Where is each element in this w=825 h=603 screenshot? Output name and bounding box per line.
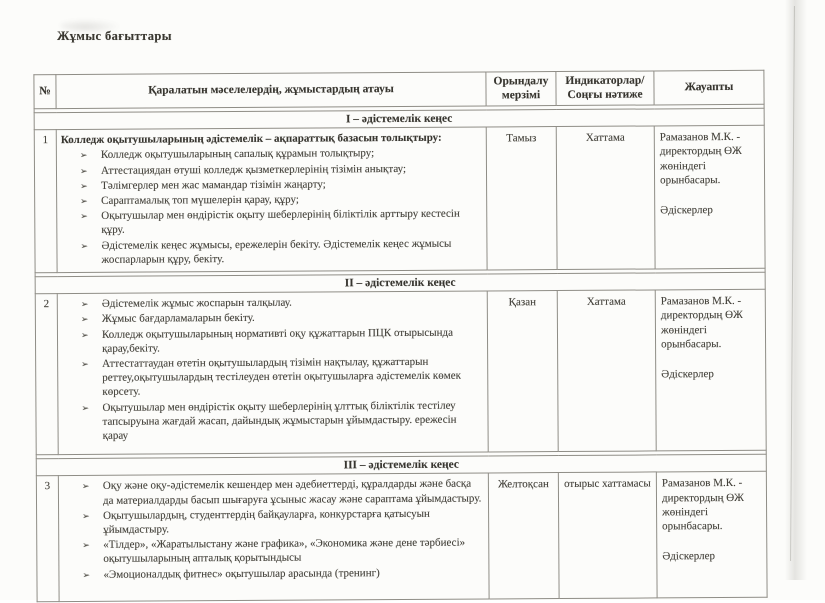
row-1-heading: Колледж оқытушыларының әдістемелік – ақпараттық базасын толықтыру: — [60, 131, 442, 147]
list-item — [61, 161, 480, 178]
list-item-text: Оқытушылардың, студенттердің байқауларға, конкурстарға қатысуын ұйымдастыру. — [103, 507, 430, 536]
arrow-bullet-icon: ➢ — [79, 150, 88, 161]
table-row-2 — [35, 290, 766, 455]
row-1-number: 1 — [34, 130, 57, 273]
list-item — [63, 536, 482, 567]
row-3-tasks — [58, 473, 489, 602]
row-2-indicator: Хаттама — [557, 290, 656, 452]
arrow-bullet-icon: ➢ — [80, 314, 89, 325]
row-3-indicator: отырыс хаттамасы — [558, 472, 657, 599]
responsible-extra: Әдіскерлер — [661, 368, 714, 381]
row-1-indicator: Хаттама — [556, 126, 655, 269]
list-item — [61, 192, 480, 209]
page-edge-shadow — [785, 0, 807, 580]
arrow-bullet-icon: ➢ — [81, 481, 90, 492]
list-item — [61, 146, 480, 163]
row-3-term: Желтоқсан — [488, 473, 559, 599]
section-1-label: I – әдістемелік кеңес — [34, 108, 764, 130]
arrow-bullet-icon: ➢ — [82, 540, 90, 551]
arrow-bullet-icon: ➢ — [79, 165, 88, 176]
list-item — [63, 506, 482, 537]
row-1-term: Тамыз — [486, 127, 557, 270]
list-item — [62, 310, 481, 327]
table-row-3 — [36, 472, 767, 602]
table-header-row — [34, 70, 764, 108]
arrow-bullet-icon: ➢ — [80, 195, 88, 206]
list-item-text: «Эмоционалдық фитнес» оқытушылар арасында (тренинг) — [103, 566, 380, 581]
col-header-term: Орындалу мерзімі — [486, 72, 556, 106]
page-edge-line — [790, 6, 795, 561]
list-item — [62, 355, 481, 400]
arrow-bullet-icon: ➢ — [81, 358, 89, 369]
col-header-indicator: Индикаторлар/ Соңғы нәтиже — [556, 71, 654, 106]
section-3-label: III – әдістемелік кеңес — [36, 455, 766, 477]
arrow-bullet-icon: ➢ — [81, 402, 90, 413]
responsible-name: Рамазанов М.К. - директордың ӨЖ жөніндегі орынбасары. — [659, 131, 742, 187]
list-item — [63, 477, 482, 508]
row-2-number: 2 — [35, 294, 58, 455]
arrow-bullet-icon: ➢ — [80, 299, 89, 310]
list-item-text: Тәлімгерлер мен жас мамандар тізімін жаңарту; — [101, 178, 326, 192]
arrow-bullet-icon: ➢ — [80, 240, 89, 251]
list-item — [61, 176, 480, 193]
list-item — [62, 295, 481, 312]
list-item — [62, 398, 481, 443]
row-2-term: Қазан — [487, 291, 558, 452]
arrow-bullet-icon: ➢ — [82, 510, 90, 521]
list-item-text: Әдістемелік кеңес жұмысы, ережелерін бекіту. Әдістемелік кеңес жұмысы жоспарларын құру, бекіту. — [101, 237, 452, 266]
row-1-tasks — [56, 127, 487, 272]
row-2-tasks — [57, 291, 488, 455]
arrow-bullet-icon: ➢ — [80, 211, 88, 222]
col-header-name: Қаралатын мәселелердің, жұмыстардың атауы — [56, 72, 486, 109]
list-item-text: Аттестаттаудан өтетін оқытушылардың тізімін нақтылау, құжаттарын реттеу,оқытушылардың тестілеуден өтетін оқытушыларға әдістемелік көмек көрсету. — [102, 355, 461, 399]
row-3-responsible — [656, 472, 767, 599]
arrow-bullet-icon: ➢ — [82, 569, 91, 580]
responsible-extra: Әдіскерлер — [662, 550, 716, 563]
list-item — [63, 565, 482, 582]
list-item-text: Оқытушылар мен өндірістік оқыту шеберлерінің біліктілік арттыру кестесін құру. — [101, 207, 460, 237]
list-item-text: Сараптамалық топ мүшелерін қарау, құру; — [101, 193, 299, 207]
list-item — [61, 207, 480, 238]
list-item-text: Әдістемелік жұмыс жоспарын талқылау. — [101, 296, 292, 311]
work-plan-table — [33, 70, 767, 603]
row-3-number: 3 — [36, 476, 59, 602]
page-title: Жұмыс бағыттары — [57, 29, 172, 43]
list-item-text: Аттестациядан өтуші колледж қызметкерлерінің тізімін анықтау; — [100, 162, 407, 177]
col-header-num: № — [34, 75, 56, 109]
arrow-bullet-icon: ➢ — [80, 180, 88, 191]
row-2-responsible — [655, 290, 766, 452]
responsible-name: Рамазанов М.К. - директордың ӨЖ жөніндегі орынбасары. — [661, 477, 745, 533]
responsible-extra: Әдіскерлер — [660, 204, 713, 217]
list-item — [61, 236, 480, 267]
list-item-text: Колледж оқытушыларының нормативті оқу құжаттарын ПЦК отырысында қарау,бекіту. — [101, 326, 454, 355]
section-2-label: II – әдістемелік кеңес — [35, 272, 765, 294]
list-item-text: Оқу және оқу-әдістемелік кешендер мен әдебиеттерді, құралдарды және басқа да материалдарды басып шығаруға ұсыныс жасау және сараптама ұйымдастыру. — [102, 478, 482, 507]
row-1-responsible — [654, 125, 765, 268]
list-item-text: Колледж оқытушыларының сапалық құрамын толықтыру; — [100, 147, 375, 162]
table-row-1 — [34, 125, 765, 272]
arrow-bullet-icon: ➢ — [80, 329, 89, 340]
list-item-text: Оқытушылар мен өндірістік оқыту шеберлерінің ұлттық біліктілік тестілеу тапсыруына жағдай жасап, дайындық жұмыстарын ұйымдастыру. ережесін қарау — [102, 399, 457, 442]
responsible-name: Рамазанов М.К. - директордың ӨЖ жөніндегі орынбасары. — [660, 295, 743, 351]
list-item-text: Жұмыс бағдарламаларын бекіту. — [101, 312, 255, 326]
col-header-responsible: Жауапты — [654, 70, 764, 105]
list-item-text: «Тілдер», «Жаратылыстану және графика», «Экономика және дене тәрбиесі» оқытушыларының апталық қорытындысы — [103, 536, 466, 566]
list-item — [62, 325, 481, 356]
